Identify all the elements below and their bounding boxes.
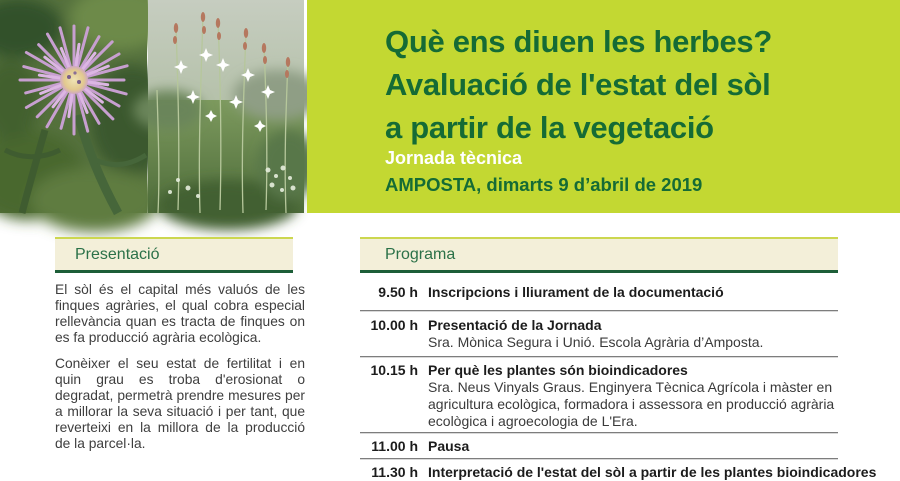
page-title — [385, 20, 772, 149]
program-heading: Programa — [385, 245, 456, 263]
program-list — [360, 273, 888, 481]
program-time: 11.00 h — [371, 438, 418, 454]
presentation-heading: Presentació — [75, 245, 160, 263]
program-item-speaker: Sra. Mònica Segura i Unió. Escola Agrària d’Amposta. — [428, 334, 764, 350]
program-time: 10.15 h — [370, 362, 418, 378]
program-item-title: Presentació de la Jornada — [428, 317, 602, 333]
program-time: 9.50 h — [378, 284, 418, 300]
program-row-opening — [360, 312, 888, 356]
header-green-band — [307, 0, 900, 213]
white-field-flowers-photo — [148, 0, 304, 213]
program-item-title: Interpretació de l'estat del sòl a partir de les plantes bioindicadores — [428, 464, 877, 480]
program-item-title: Inscripcions i lliurament de la documentació — [428, 284, 724, 300]
program-item-title: Pausa — [428, 438, 470, 454]
program-row-interpretation-clipped — [360, 460, 888, 481]
program-header-box — [360, 239, 838, 270]
pink-thistle-flower-photo — [0, 0, 147, 213]
title-line-3: a partir de la vegetació — [385, 110, 714, 145]
presentation-header-box — [55, 239, 293, 270]
program-item-title: Per què les plantes són bioindicadores — [428, 362, 688, 378]
event-type-subtitle: Jornada tècnica — [385, 148, 523, 168]
presentation-paragraph-2: Conèixer el seu estat de fertilitat i en quin grau es troba d'erosionat o degradat, permetrà prendre mesures per a millorar la seva situació i per tant, que reverteixi en la millora de la producció de la parcel·la. — [55, 356, 305, 451]
presentation-paragraph-1: El sòl és el capital més valuós de les finques agràries, el qual cobra especial rellevància quan es tracta de finques on es fa producció agrària ecològica. — [55, 282, 305, 345]
title-line-2: Avaluació de l'estat del sòl — [385, 67, 771, 102]
presentation-rule — [55, 270, 293, 273]
program-item-speaker: Sra. Neus Vinyals Graus. Enginyera Tècnica Agrícola i màster en agricultura ecològica, formadora i assessora en producció agrària ecològica i agroecologia de L'Era. — [428, 379, 835, 429]
program-row-break — [360, 434, 888, 458]
title-line-1: Què ens diuen les herbes? — [385, 24, 773, 59]
event-location-date: AMPOSTA, dimarts 9 d’abril de 2019 — [385, 174, 703, 195]
program-row-bioindicators — [360, 358, 888, 432]
program-time: 11.30 h — [371, 464, 418, 480]
presentation-text — [55, 282, 305, 462]
program-time: 10.00 h — [370, 317, 418, 333]
program-row-registration — [360, 273, 888, 310]
